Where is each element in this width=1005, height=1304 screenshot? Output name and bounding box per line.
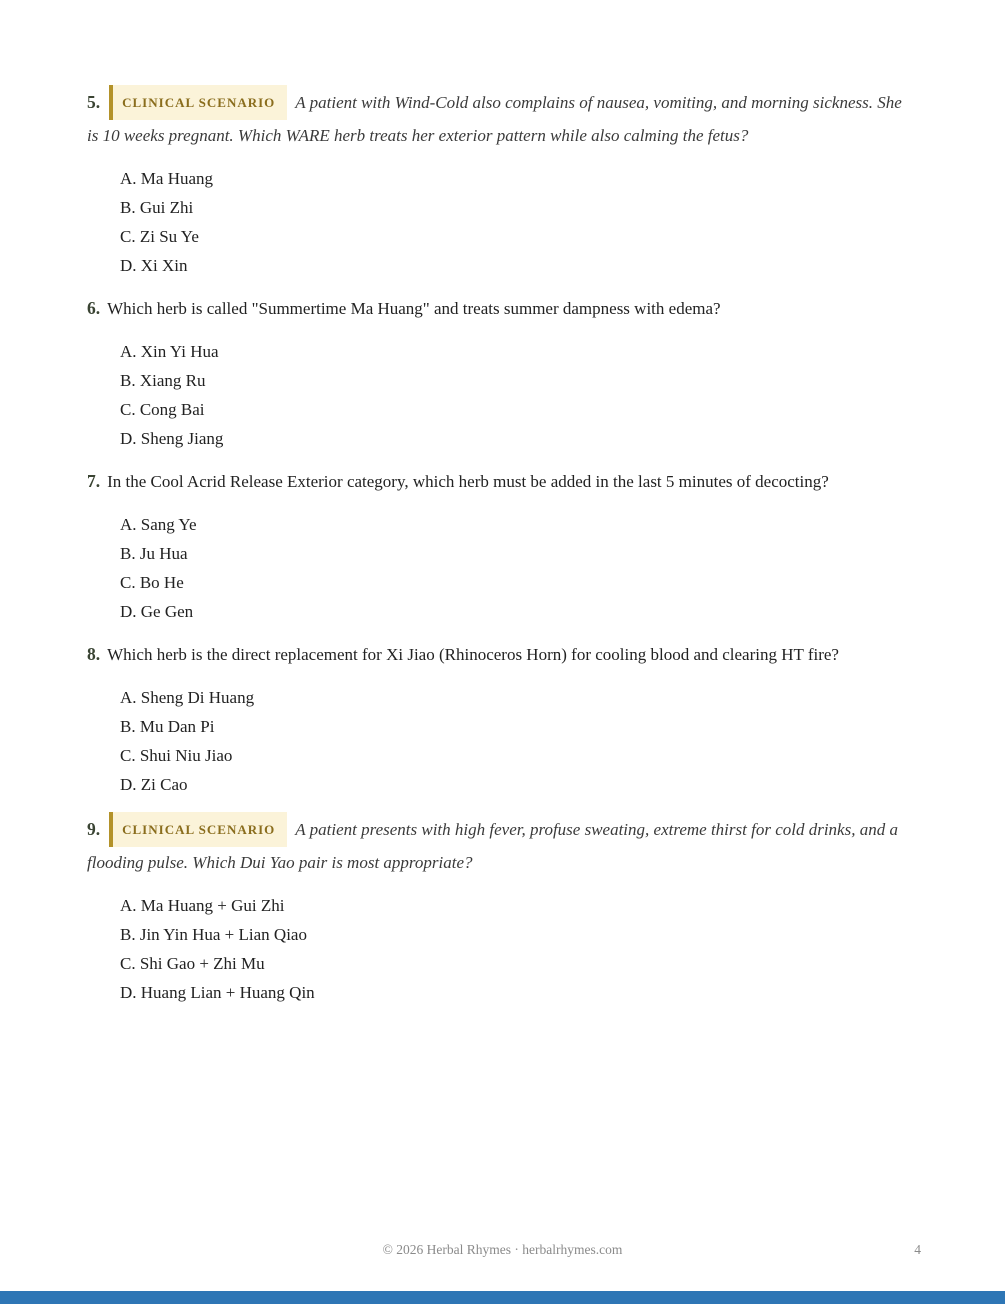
question-block: [87, 813, 913, 1007]
answer-option: C. Shi Gao + Zhi Mu: [120, 954, 265, 973]
answer-option: B. Gui Zhi: [120, 198, 194, 217]
answer-option: C. Zi Su Ye: [120, 227, 199, 246]
answer-option: B. Xiang Ru: [120, 371, 206, 390]
answer-option: B. Mu Dan Pi: [120, 717, 215, 736]
options-list: [120, 891, 913, 1007]
question-body: Which herb is the direct replacement for Xi Jiao (Rhinoceros Horn) for cooling blood and clearing HT fire?: [107, 645, 839, 664]
options-list: [120, 164, 913, 280]
question-number: 5.: [87, 92, 101, 112]
answer-option: C. Shui Niu Jiao: [120, 746, 233, 765]
options-list: [120, 337, 913, 453]
question-text: [87, 813, 913, 877]
question-number: 9.: [87, 819, 101, 839]
question-body: A patient presents with high fever, profuse sweating, extreme thirst for cold drinks, and a flooding pulse. Which Dui Yao pair is most appropriate?: [87, 820, 898, 872]
answer-option: D. Xi Xin: [120, 256, 188, 275]
answer-option: A. Ma Huang: [120, 169, 214, 188]
footer-copyright: © 2026 Herbal Rhymes · herbalrhymes.com: [382, 1242, 623, 1257]
answer-option: A. Sheng Di Huang: [120, 688, 255, 707]
question-block: [87, 467, 913, 626]
question-body: In the Cool Acrid Release Exterior category, which herb must be added in the last 5 minutes of decocting?: [107, 472, 829, 491]
answer-option: D. Huang Lian + Huang Qin: [120, 983, 315, 1002]
clinical-scenario-badge: CLINICAL SCENARIO: [109, 812, 287, 847]
question-number: 7.: [87, 471, 101, 491]
answer-option: D. Ge Gen: [120, 602, 194, 621]
question-text: [87, 86, 913, 150]
question-block: [87, 294, 913, 453]
answer-option: B. Jin Yin Hua + Lian Qiao: [120, 925, 307, 944]
answer-option: C. Cong Bai: [120, 400, 205, 419]
answer-option: A. Xin Yi Hua: [120, 342, 219, 361]
options-list: [120, 510, 913, 626]
question-number: 6.: [87, 298, 101, 318]
answer-option: C. Bo He: [120, 573, 184, 592]
question-block: [87, 86, 913, 280]
answer-option: D. Zi Cao: [120, 775, 188, 794]
answer-option: A. Ma Huang + Gui Zhi: [120, 896, 285, 915]
question-text: [87, 294, 913, 323]
page-bottom-accent-bar: [0, 1291, 1005, 1304]
questions-container: [87, 86, 913, 1007]
answer-option: A. Sang Ye: [120, 515, 197, 534]
answer-option: D. Sheng Jiang: [120, 429, 224, 448]
question-block: [87, 640, 913, 799]
options-list: [120, 683, 913, 799]
question-body: A patient with Wind-Cold also complains of nausea, vomiting, and morning sickness. She is 10 weeks pregnant. Which WARE herb treats her exterior pattern while also calming the fetus?: [87, 93, 902, 145]
question-text: [87, 467, 913, 496]
question-body: Which herb is called "Summertime Ma Huang" and treats summer dampness with edema?: [107, 299, 721, 318]
clinical-scenario-badge: CLINICAL SCENARIO: [109, 85, 287, 120]
question-number: 8.: [87, 644, 101, 664]
question-text: [87, 640, 913, 669]
answer-option: B. Ju Hua: [120, 544, 188, 563]
page-number: 4: [914, 1242, 921, 1257]
